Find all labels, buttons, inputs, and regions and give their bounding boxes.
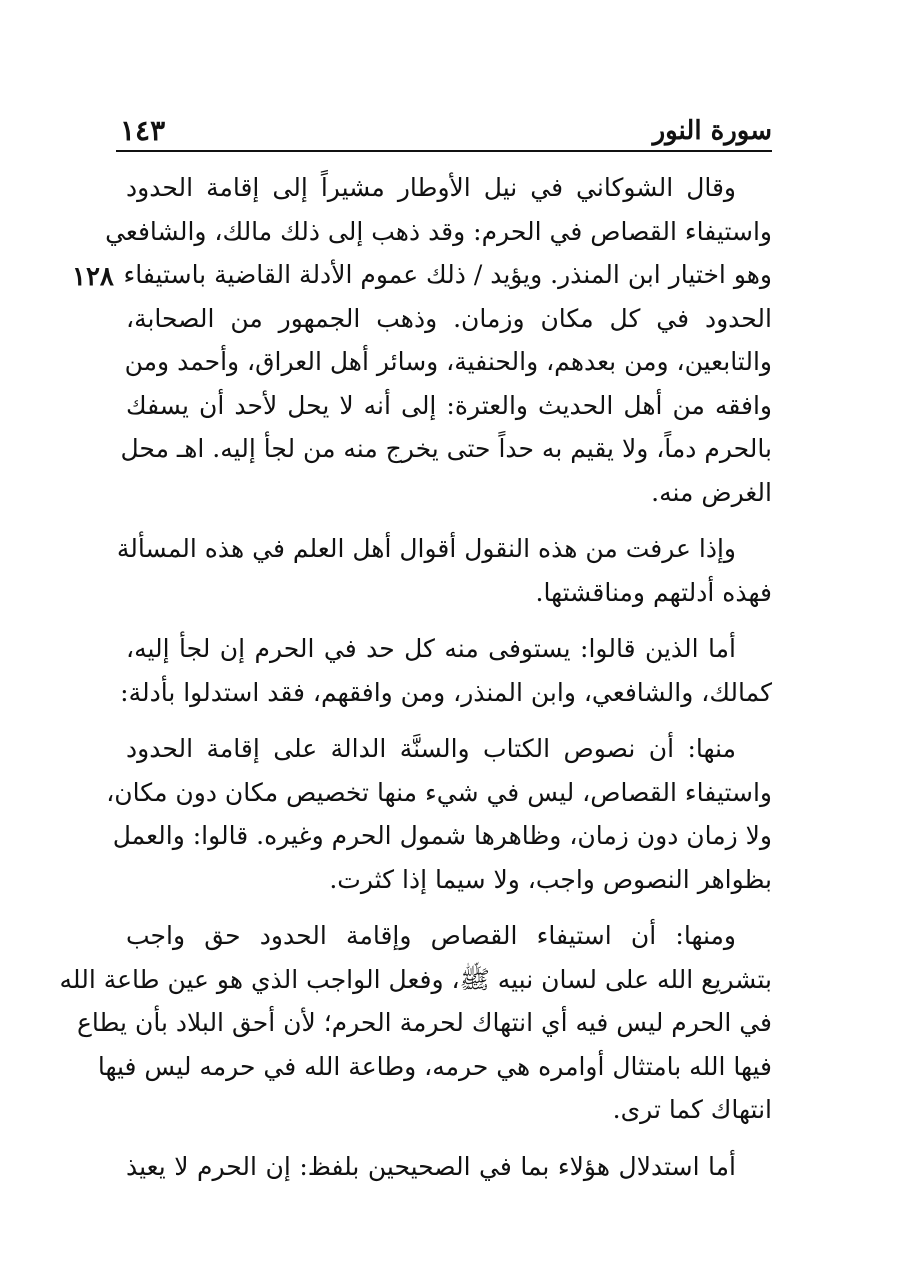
margin-page-reference: ١٢٨: [72, 262, 114, 292]
text-line: وافقه من أهل الحديث والعترة: إلى أنه لا يحل لأحد أن يسفك: [126, 390, 772, 420]
text-line: أما استدلال هؤلاء بما في الصحيحين بلفظ: إن الحرم لا يعيذ: [126, 1151, 736, 1181]
paragraph: [116, 527, 772, 614]
text-line: في الحرم ليس فيه أي انتهاك لحرمة الحرم؛ لأن أحق البلاد بأن يطاع: [77, 1008, 772, 1037]
text-line: ومنها: أن استيفاء القصاص وإقامة الحدود حق واجب: [126, 921, 736, 950]
text-line: الحدود في كل مكان وزمان. وذهب الجمهور من الصحابة،: [126, 303, 772, 333]
running-header: [116, 112, 772, 148]
text-line: كمالك، والشافعي، وابن المنذر، ومن وافقهم، فقد استدلوا بأدلة:: [120, 677, 772, 707]
paragraph: [120, 627, 772, 714]
paragraph: [105, 166, 772, 514]
text-line: انتهاك كما ترى.: [612, 1095, 772, 1124]
paragraph: [106, 727, 772, 901]
text-line: بالحرم دماً، ولا يقيم به حداً حتى يخرج منه من لجأ إليه. اهـ محل: [120, 434, 772, 463]
text-line: فهذه أدلتهم ومناقشتها.: [535, 577, 772, 607]
text-line: بتشريع الله على لسان نبيه ﷺ، وفعل الواجب الذي هو عين طاعة الله: [59, 964, 772, 994]
text-line: فيها الله بامتثال أوامره هي حرمه، وطاعة الله في حرمه ليس فيها: [97, 1051, 772, 1081]
text-line: الغرض منه.: [651, 477, 772, 507]
text-line: وهو اختيار ابن المنذر. ويؤيد / ذلك عموم الأدلة القاضية باستيفاء: [123, 260, 772, 289]
text-line: منها: أن نصوص الكتاب والسنَّة الدالة على إقامة الحدود: [126, 734, 736, 763]
text-line: وإذا عرفت من هذه النقول أقوال أهل العلم في هذه المسألة: [116, 534, 736, 563]
text-line: أما الذين قالوا: يستوفى منه كل حد في الحرم إن لجأ إليه،: [126, 634, 736, 663]
text-line: وقال الشوكاني في نيل الأوطار مشيراً إلى إقامة الحدود: [126, 173, 736, 202]
text-line: واستيفاء القصاص، ليس في شيء منها تخصيص مكان دون مكان،: [106, 777, 772, 807]
surah-title: سورة النور: [652, 116, 772, 146]
text-line: بظواهر النصوص واجب، ولا سيما إذا كثرت.: [329, 864, 772, 894]
paragraph: [59, 914, 772, 1132]
paragraph: [126, 1145, 772, 1189]
text-line: واستيفاء القصاص في الحرم: وقد ذهب إلى ذلك مالك، والشافعي: [105, 216, 772, 246]
page-number: ١٤٣: [120, 114, 166, 147]
header-rule: [116, 150, 772, 152]
text-line: ولا زمان دون زمان، وظاهرها شمول الحرم وغيره. قالوا: والعمل: [112, 821, 772, 850]
text-line: والتابعين، ومن بعدهم، والحنفية، وسائر أهل العراق، وأحمد ومن: [124, 347, 772, 376]
